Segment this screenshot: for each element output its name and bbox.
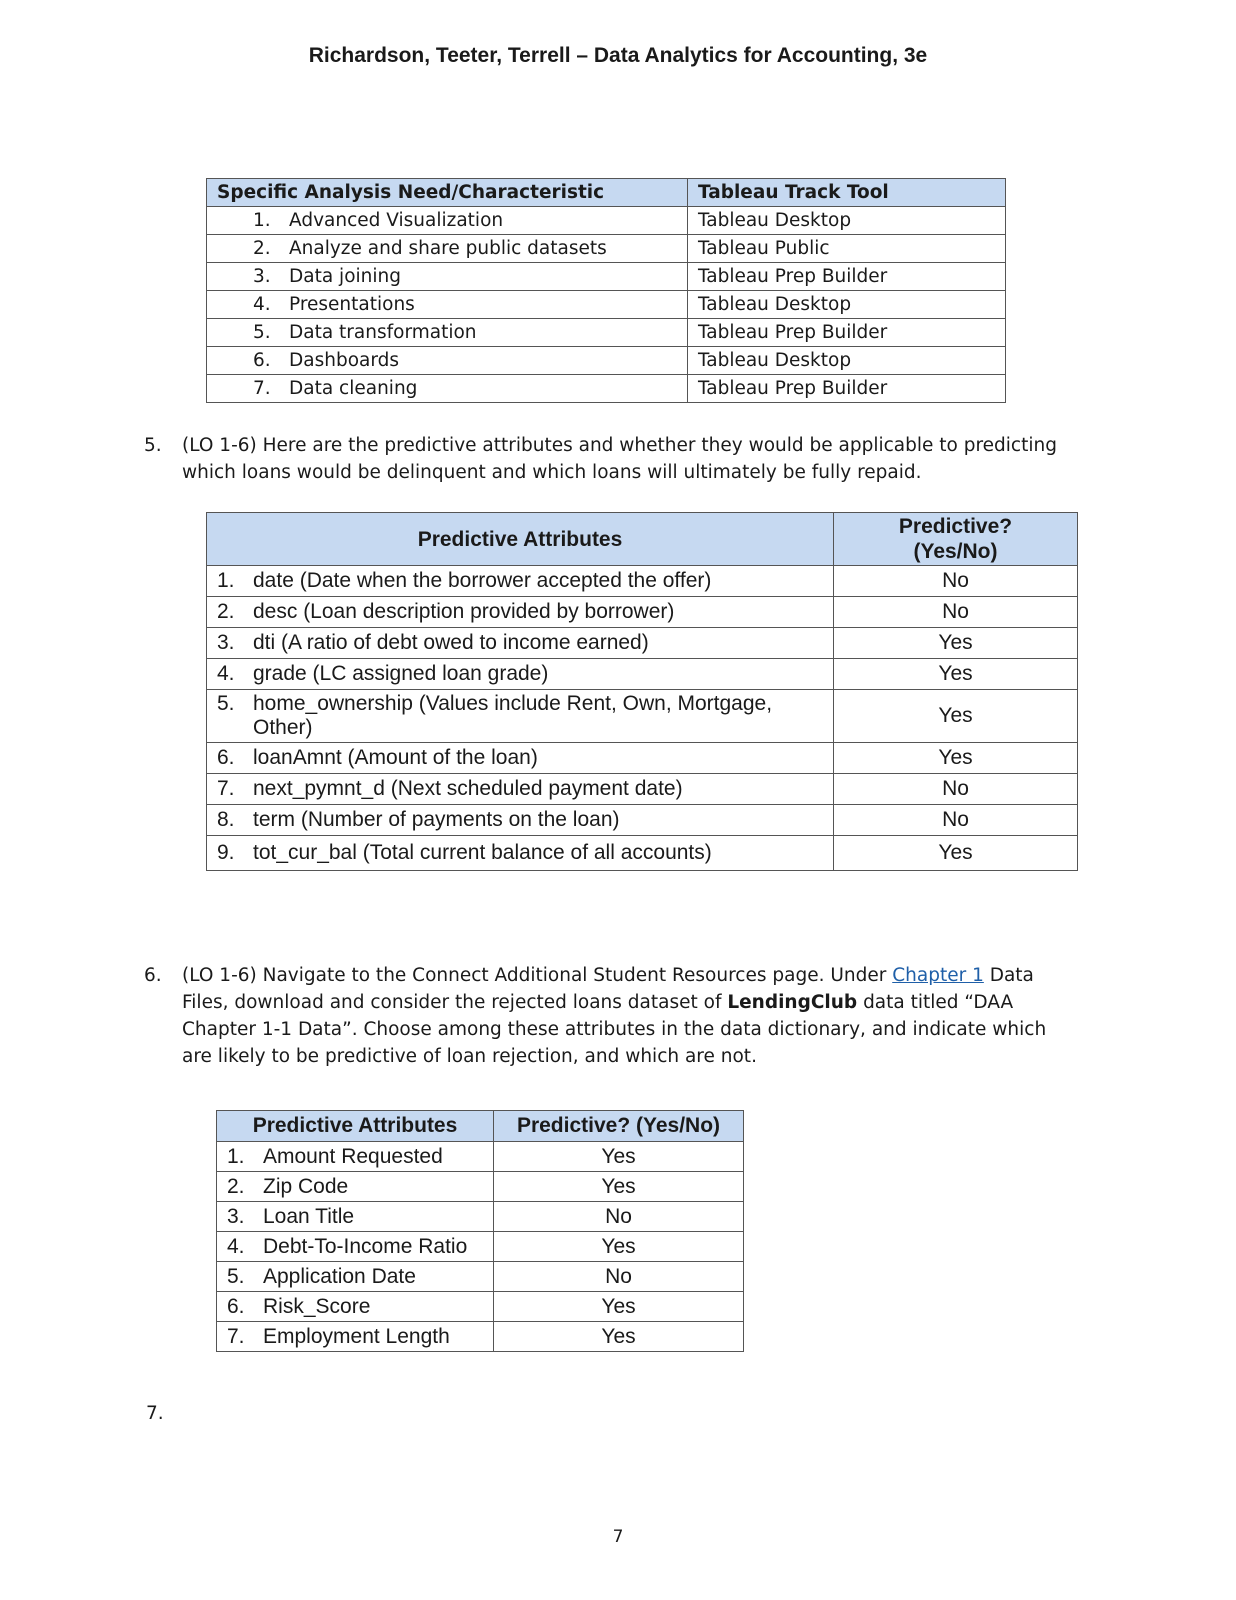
row-number: 2.	[217, 600, 235, 623]
question-7	[146, 1400, 164, 1427]
table-row	[207, 319, 1006, 347]
tool-cell: Tableau Prep Builder	[688, 375, 1006, 403]
row-number: 6.	[253, 350, 271, 371]
attribute-text: Amount Requested	[263, 1144, 443, 1168]
column-header: Specific Analysis Need/Characteristic	[207, 179, 688, 207]
need-text: Data joining	[289, 266, 401, 287]
attribute-cell	[217, 1142, 494, 1172]
question-5	[144, 432, 1062, 486]
row-number: 3.	[253, 266, 271, 287]
predictive-value-cell: No	[494, 1202, 744, 1232]
table-row	[217, 1262, 744, 1292]
table-header-row	[207, 179, 1006, 207]
attribute-text: desc (Loan description provided by borrower)	[253, 600, 675, 623]
need-cell	[207, 347, 688, 375]
column-header: Predictive Attributes	[207, 513, 834, 566]
need-text: Presentations	[289, 294, 415, 315]
predictive-value-cell: Yes	[834, 659, 1078, 690]
question-number: 5.	[144, 435, 162, 456]
row-number: 4.	[227, 1234, 245, 1258]
row-number: 3.	[227, 1204, 245, 1228]
need-text: Dashboards	[289, 350, 400, 371]
row-number: 7.	[227, 1324, 245, 1348]
row-number: 6.	[217, 746, 235, 769]
predictive-value-cell: Yes	[494, 1322, 744, 1352]
row-number: 2.	[227, 1174, 245, 1198]
predictive-value-cell: Yes	[834, 628, 1078, 659]
table-row	[207, 836, 1078, 871]
predictive-value-cell: Yes	[834, 836, 1078, 871]
table-header-row	[217, 1111, 744, 1142]
need-text: Advanced Visualization	[289, 210, 504, 231]
attribute-cell	[207, 836, 834, 871]
column-header: Predictive Attributes	[217, 1111, 494, 1142]
attribute-text: Zip Code	[263, 1174, 349, 1198]
attribute-text: home_ownership (Values include Rent, Own, Mortgage, Other)	[253, 692, 773, 739]
row-number: 2.	[253, 238, 271, 259]
table-row	[207, 347, 1006, 375]
attribute-text: term (Number of payments on the loan)	[253, 808, 620, 831]
attribute-text: tot_cur_bal (Total current balance of all accounts)	[253, 841, 712, 864]
attribute-text: grade (LC assigned loan grade)	[253, 662, 549, 685]
table-row	[217, 1172, 744, 1202]
page-number: 7	[612, 1527, 624, 1547]
attribute-text: Application Date	[263, 1264, 416, 1288]
tool-cell: Tableau Prep Builder	[688, 319, 1006, 347]
attribute-cell	[217, 1232, 494, 1262]
question-number: 6.	[144, 965, 162, 986]
attribute-text: next_pymnt_d (Next scheduled payment date)	[253, 777, 683, 800]
attribute-text: Risk_Score	[263, 1294, 371, 1318]
need-cell	[207, 263, 688, 291]
tool-cell: Tableau Desktop	[688, 291, 1006, 319]
table-row	[207, 235, 1006, 263]
table-row	[217, 1322, 744, 1352]
table-header-row	[207, 513, 1078, 566]
attribute-cell	[207, 597, 834, 628]
attribute-text: loanAmnt (Amount of the loan)	[253, 746, 538, 769]
attribute-cell	[217, 1262, 494, 1292]
predictive-value-cell: Yes	[494, 1172, 744, 1202]
table-row	[207, 774, 1078, 805]
tool-cell: Tableau Desktop	[688, 347, 1006, 375]
row-number: 9.	[217, 841, 235, 864]
predictive-value-cell: Yes	[494, 1232, 744, 1262]
row-number: 5.	[217, 692, 235, 715]
table-row	[207, 263, 1006, 291]
row-number: 1.	[253, 210, 271, 231]
predictive-value-cell: Yes	[494, 1292, 744, 1322]
predictive-attributes-table-rejection	[216, 1110, 744, 1352]
lendingclub-bold: LendingClub	[727, 992, 858, 1013]
table-row	[207, 207, 1006, 235]
table-row	[207, 659, 1078, 690]
need-cell	[207, 207, 688, 235]
attribute-text: Debt-To-Income Ratio	[263, 1234, 468, 1258]
tool-cell: Tableau Prep Builder	[688, 263, 1006, 291]
attribute-cell	[217, 1292, 494, 1322]
row-number: 1.	[227, 1144, 245, 1168]
attribute-cell	[207, 659, 834, 690]
table-row	[207, 566, 1078, 597]
attribute-text: dti (A ratio of debt owed to income earned)	[253, 631, 649, 654]
attribute-cell	[207, 743, 834, 774]
table-row	[207, 690, 1078, 743]
row-number: 5.	[227, 1264, 245, 1288]
predictive-value-cell: Yes	[834, 690, 1078, 743]
attribute-cell	[207, 690, 834, 743]
predictive-value-cell: No	[834, 805, 1078, 836]
tool-cell: Tableau Public	[688, 235, 1006, 263]
row-number: 4.	[253, 294, 271, 315]
table-row	[207, 597, 1078, 628]
table-row	[217, 1202, 744, 1232]
row-number: 7.	[253, 378, 271, 399]
attribute-cell	[207, 628, 834, 659]
attribute-cell	[217, 1172, 494, 1202]
question-6	[144, 962, 1062, 1070]
tool-cell: Tableau Desktop	[688, 207, 1006, 235]
attribute-cell	[217, 1322, 494, 1352]
question-text: (LO 1-6) Navigate to the Connect Additional Student Resources page. Under Chapter 1 Data Files, download and consider the rejected loans dataset of LendingClub data titled “DAA Chapter 1-1 Data”. Choose among these attributes in the data dictionary, and indicate which are likely to be predictive of loan rejection, and which are not.	[182, 965, 1047, 1067]
column-header: Predictive? (Yes/No)	[834, 513, 1078, 566]
column-header: Predictive? (Yes/No)	[494, 1111, 744, 1142]
need-cell	[207, 291, 688, 319]
predictive-attributes-table-delinquency	[206, 512, 1078, 871]
attribute-cell	[207, 805, 834, 836]
column-header: Tableau Track Tool	[688, 179, 1006, 207]
predictive-value-cell: No	[834, 774, 1078, 805]
chapter-1-link[interactable]: Chapter 1	[892, 965, 984, 986]
row-number: 8.	[217, 808, 235, 831]
question-text: (LO 1-6) Here are the predictive attributes and whether they would be applicable to predicting which loans would be delinquent and which loans will ultimately be fully repaid.	[182, 435, 1057, 483]
row-number: 6.	[227, 1294, 245, 1318]
table-row	[207, 743, 1078, 774]
table-row	[207, 291, 1006, 319]
need-cell	[207, 235, 688, 263]
predictive-value-cell: Yes	[494, 1142, 744, 1172]
tableau-tools-table	[206, 178, 1006, 403]
table-row	[217, 1292, 744, 1322]
attribute-text: date (Date when the borrower accepted the offer)	[253, 569, 712, 592]
question-number: 7.	[146, 1403, 164, 1424]
attribute-text: Loan Title	[263, 1204, 355, 1228]
predictive-value-cell: No	[494, 1262, 744, 1292]
need-text: Data cleaning	[289, 378, 418, 399]
attribute-text: Employment Length	[263, 1324, 450, 1348]
attribute-cell	[207, 774, 834, 805]
need-text: Data transformation	[289, 322, 477, 343]
table-row	[207, 375, 1006, 403]
predictive-value-cell: No	[834, 566, 1078, 597]
row-number: 5.	[253, 322, 271, 343]
table-row	[207, 628, 1078, 659]
need-cell	[207, 375, 688, 403]
attribute-cell	[217, 1202, 494, 1232]
row-number: 7.	[217, 777, 235, 800]
predictive-value-cell: Yes	[834, 743, 1078, 774]
attribute-cell	[207, 566, 834, 597]
table-row	[207, 805, 1078, 836]
row-number: 1.	[217, 569, 235, 592]
page-header-title: Richardson, Teeter, Terrell – Data Analytics for Accounting, 3e	[308, 44, 928, 67]
predictive-value-cell: No	[834, 597, 1078, 628]
need-text: Analyze and share public datasets	[289, 238, 607, 259]
need-cell	[207, 319, 688, 347]
row-number: 3.	[217, 631, 235, 654]
table-row	[217, 1232, 744, 1262]
table-row	[217, 1142, 744, 1172]
row-number: 4.	[217, 662, 235, 685]
